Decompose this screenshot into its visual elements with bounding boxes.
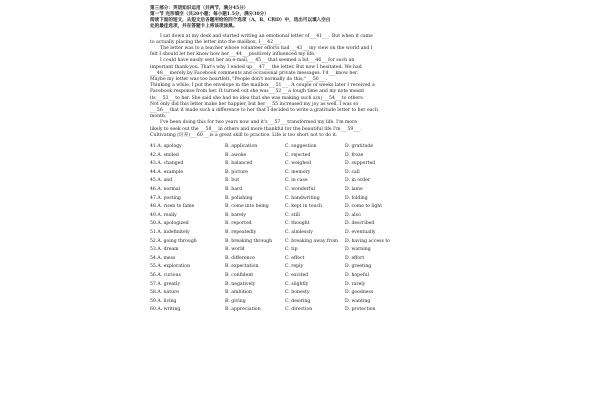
option-c: C. rejected bbox=[285, 152, 311, 158]
option-d: D. described bbox=[345, 221, 375, 227]
option-c: C. thought bbox=[285, 221, 310, 227]
option-c: C. handwriting bbox=[285, 195, 320, 201]
question-number: 47 bbox=[150, 195, 156, 201]
option-b: B. but bbox=[225, 178, 240, 184]
option-b: B. ambition bbox=[225, 290, 252, 296]
number-separator: . bbox=[155, 161, 158, 167]
option-a-text: A. living bbox=[157, 298, 177, 304]
option-b: B. polishing bbox=[225, 195, 253, 201]
option-row bbox=[150, 169, 450, 178]
option-a bbox=[150, 298, 225, 307]
option-c: C. still bbox=[285, 212, 300, 218]
number-separator: . bbox=[155, 144, 158, 150]
question-number: 50 bbox=[150, 221, 156, 227]
number-separator: . bbox=[155, 298, 158, 304]
passage-line: I sat down at my desk and started writing an emotional letter of___41___. But when it came bbox=[160, 33, 373, 39]
option-c: C. direction bbox=[285, 307, 313, 313]
option-b: B. breaking through bbox=[225, 238, 273, 244]
option-row bbox=[150, 203, 450, 212]
option-c: C. aimlessly bbox=[285, 229, 313, 235]
option-a-text: A. dream bbox=[157, 247, 179, 253]
option-d: D. hopeful bbox=[345, 272, 369, 278]
option-d: D. goodness bbox=[345, 290, 374, 296]
option-d: D. also bbox=[345, 212, 361, 218]
question-number: 58 bbox=[150, 290, 156, 296]
option-b: B. barely bbox=[225, 212, 246, 218]
passage-line: important thank-you. That's why I ended up___47___the letter. But now I hesitated. We had bbox=[150, 64, 362, 70]
option-a-text: A. greatly bbox=[157, 281, 181, 287]
option-a bbox=[150, 220, 225, 229]
option-a-text: A. apology bbox=[157, 144, 182, 150]
passage-line: its___53___to her. She said she had no idea that she was making such a(n)___54___to others. bbox=[150, 95, 365, 101]
passage-line: to actually placing the letter into the mailbox, I___42___. bbox=[150, 39, 282, 45]
question-number: 57 bbox=[150, 281, 156, 287]
option-b: B. repeatedly bbox=[225, 229, 257, 235]
option-c: C. tip bbox=[285, 247, 298, 253]
number-separator: . bbox=[155, 281, 158, 287]
option-b: B. balanced bbox=[225, 161, 253, 167]
number-separator: . bbox=[155, 169, 158, 175]
option-c: C. effect bbox=[285, 255, 305, 261]
option-a bbox=[150, 246, 225, 255]
option-row bbox=[150, 186, 450, 195]
option-a bbox=[150, 203, 225, 212]
option-a-text: A. changed bbox=[157, 161, 184, 167]
question-number: 41 bbox=[150, 144, 156, 150]
option-a bbox=[150, 152, 225, 161]
number-separator: . bbox=[155, 247, 158, 253]
question-number: 51 bbox=[150, 229, 156, 235]
option-d: D. lame bbox=[345, 187, 363, 193]
option-c: C. in case bbox=[285, 178, 308, 184]
option-b: B. application bbox=[225, 144, 258, 150]
instruction-line: 阅读下面的短文，从短文后各题所给的四个选项（A、B、C和D）中，选出可以填入空白 bbox=[150, 18, 331, 23]
option-d: D. having access to bbox=[345, 238, 390, 244]
instruction-line: 处的最佳选项，并在答题卡上将该项涂黑。 bbox=[150, 24, 238, 30]
option-a-text: A. exploration bbox=[157, 264, 191, 270]
number-separator: . bbox=[155, 178, 158, 184]
option-row bbox=[150, 272, 450, 281]
option-b: B. negatively bbox=[225, 281, 256, 287]
option-row bbox=[150, 152, 450, 161]
number-separator: . bbox=[155, 290, 158, 296]
option-row bbox=[150, 306, 450, 315]
option-d: D. supported bbox=[345, 161, 376, 167]
option-d: D. eventually bbox=[345, 229, 376, 235]
passage-line: Facebook response from her. It turned out she was___52___a tough time and my note meant bbox=[150, 89, 365, 95]
option-row bbox=[150, 220, 450, 229]
option-row bbox=[150, 195, 450, 204]
option-d: D. gratitude bbox=[345, 144, 374, 150]
option-a bbox=[150, 238, 225, 247]
option-a-text: A. indefinitely bbox=[157, 229, 190, 235]
option-row bbox=[150, 212, 450, 221]
question-number: 42 bbox=[150, 152, 156, 158]
option-a bbox=[150, 212, 225, 221]
question-number: 52 bbox=[150, 238, 156, 244]
option-b: B. expectation bbox=[225, 264, 259, 270]
option-a bbox=[150, 186, 225, 195]
option-c: C. honesty bbox=[285, 290, 310, 296]
option-a-text: A. and bbox=[157, 178, 173, 184]
passage bbox=[150, 34, 450, 139]
option-a bbox=[150, 272, 225, 281]
passage-line: Not only did this letter make her happier, but her___55 increased my joy as well. I was so bbox=[150, 101, 359, 107]
passage-line: likely to seek out the___58___in others and more thankful for the beautiful life I'm___59___. bbox=[150, 126, 362, 132]
option-row bbox=[150, 238, 450, 247]
option-row bbox=[150, 298, 450, 307]
option-b: B. confident bbox=[225, 272, 254, 278]
option-a-text: A. curious bbox=[157, 272, 181, 278]
number-separator: . bbox=[155, 152, 158, 158]
passage-line: ___48___merely by Facebook comments and occasional private messages. I'd___know her. bbox=[150, 70, 359, 76]
option-b: B. reported bbox=[225, 221, 252, 227]
passage-line: I could have easily sent her an e-mail,___45___that seemed a bit___46___for such an bbox=[160, 58, 355, 64]
passage-line: month. bbox=[150, 114, 167, 120]
number-separator: . bbox=[155, 307, 158, 313]
option-d: D. effort bbox=[345, 255, 365, 261]
option-row bbox=[150, 246, 450, 255]
question-number: 49 bbox=[150, 212, 156, 218]
options-list bbox=[150, 143, 450, 315]
option-a bbox=[150, 169, 225, 178]
option-row bbox=[150, 143, 450, 152]
section-title: 第一节 完形填空（共20小题；每小题1.5分，满分30分） bbox=[150, 12, 269, 17]
option-row bbox=[150, 160, 450, 169]
passage-line: felt I should let her know how her___44___positively influenced my life. bbox=[150, 52, 316, 58]
option-a-text: A. really bbox=[157, 212, 177, 218]
option-a bbox=[150, 263, 225, 272]
option-d: D. warning bbox=[345, 247, 371, 253]
number-separator: . bbox=[155, 255, 158, 261]
question-number: 45 bbox=[150, 178, 156, 184]
option-d: D. call bbox=[345, 169, 360, 175]
option-c: C. suggestion bbox=[285, 144, 317, 150]
option-b: B. hard bbox=[225, 187, 243, 193]
question-number: 54 bbox=[150, 255, 156, 261]
option-a bbox=[150, 229, 225, 238]
number-separator: . bbox=[155, 187, 158, 193]
option-b: B. come into being bbox=[225, 204, 269, 210]
option-a-text: A. smiled bbox=[157, 152, 179, 158]
option-d: D. in order bbox=[345, 178, 371, 184]
passage-line: The letter was to a teacher whose volunteer efforts had___43___my view on the world and I bbox=[160, 46, 373, 51]
question-number: 56 bbox=[150, 272, 156, 278]
option-c: C. memory bbox=[285, 169, 311, 175]
option-d: D. protection bbox=[345, 307, 376, 313]
instructions bbox=[150, 18, 450, 31]
option-d: D. rarely bbox=[345, 281, 366, 287]
option-c: C. wonderful bbox=[285, 187, 315, 193]
option-a bbox=[150, 177, 225, 186]
option-d: D. wanting bbox=[345, 298, 371, 304]
number-separator: . bbox=[155, 272, 158, 278]
number-separator: . bbox=[155, 221, 158, 227]
option-a-text: A. example bbox=[157, 169, 184, 175]
option-a-text: A. writing bbox=[157, 307, 181, 313]
option-a bbox=[150, 255, 225, 264]
question-number: 43 bbox=[150, 161, 156, 167]
number-separator: . bbox=[155, 229, 158, 235]
option-a-text: A. mess bbox=[157, 255, 176, 261]
option-a bbox=[150, 195, 225, 204]
option-a bbox=[150, 281, 225, 290]
option-a bbox=[150, 306, 225, 315]
option-c: C. weighed bbox=[285, 161, 311, 167]
option-row bbox=[150, 229, 450, 238]
option-row bbox=[150, 263, 450, 272]
number-separator: . bbox=[155, 195, 158, 201]
question-number: 44 bbox=[150, 169, 156, 175]
number-separator: . bbox=[155, 204, 158, 210]
option-b: B. awoke bbox=[225, 152, 247, 158]
passage-line: Cultivating (培养)___60___is a great skill to practice. Life is too short not to do it. bbox=[150, 132, 338, 138]
option-row bbox=[150, 289, 450, 298]
option-c: C. kept in touch bbox=[285, 204, 323, 210]
option-d: D. folding bbox=[345, 195, 368, 201]
option-b: B. world bbox=[225, 247, 245, 253]
question-number: 60 bbox=[150, 307, 156, 313]
exam-page bbox=[150, 6, 450, 396]
option-c: C. desiring bbox=[285, 298, 311, 304]
question-number: 53 bbox=[150, 247, 156, 253]
option-a-text: A. nature bbox=[157, 290, 179, 296]
option-b: B. difference bbox=[225, 255, 255, 261]
passage-line: Maybe my letter was too heartfelt. "People don't normally do this,"___50___. bbox=[150, 77, 328, 83]
passage-line: ___56___that it made such a difference to her that I decided to write a gratitude letter to her each bbox=[150, 108, 378, 114]
option-a-text: A. normal bbox=[157, 187, 181, 193]
passage-line: Thinking a while, I put the envelope in the mailbox___51___. A couple of weeks later I received a bbox=[150, 83, 375, 89]
passage-line: I've been doing this for two years now and it's___57___transformed my life. I'm more bbox=[160, 120, 358, 126]
option-d: D. froze bbox=[345, 152, 364, 158]
option-row bbox=[150, 255, 450, 264]
option-a bbox=[150, 289, 225, 298]
option-b: B. appreciation bbox=[225, 307, 261, 313]
number-separator: . bbox=[155, 264, 158, 270]
option-c: C. slightly bbox=[285, 281, 309, 287]
option-row bbox=[150, 177, 450, 186]
option-d: D. greeting bbox=[345, 264, 372, 270]
number-separator: . bbox=[155, 212, 158, 218]
option-a-text: A. apologized bbox=[157, 221, 189, 227]
option-a bbox=[150, 160, 225, 169]
part-title: 第三部分：英语知识运用（共两节，满分45分） bbox=[150, 6, 249, 11]
question-number: 46 bbox=[150, 187, 156, 193]
option-row bbox=[150, 281, 450, 290]
option-a-text: A. risen to fame bbox=[157, 204, 195, 210]
option-b: B. giving bbox=[225, 298, 246, 304]
option-d: D. come to light bbox=[345, 204, 383, 210]
question-number: 48 bbox=[150, 204, 156, 210]
option-a-text: A. posting bbox=[157, 195, 181, 201]
option-c: C. reply bbox=[285, 264, 304, 270]
option-b: B. picture bbox=[225, 169, 248, 175]
option-a bbox=[150, 143, 225, 152]
option-c: C. breaking away from bbox=[285, 238, 338, 244]
option-c: C. excited bbox=[285, 272, 309, 278]
question-number: 55 bbox=[150, 264, 156, 270]
option-a-text: A. going through bbox=[157, 238, 197, 244]
number-separator: . bbox=[155, 238, 158, 244]
question-number: 59 bbox=[150, 298, 156, 304]
